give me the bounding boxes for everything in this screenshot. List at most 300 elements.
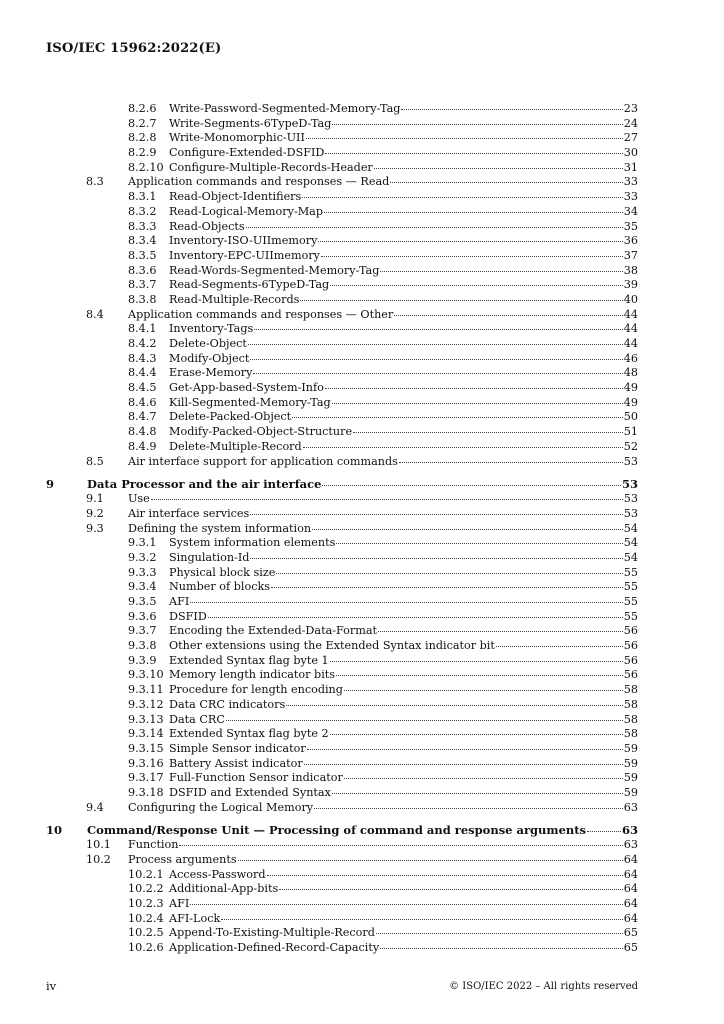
toc-entry[interactable] xyxy=(46,146,638,161)
toc-entry[interactable] xyxy=(46,322,638,337)
toc-entry-line xyxy=(169,234,638,249)
toc-entry[interactable] xyxy=(46,117,638,132)
toc-entry-line xyxy=(169,566,638,581)
toc-entry[interactable] xyxy=(46,838,638,853)
toc-entry-number: 8.3.5 xyxy=(128,248,157,262)
toc-entry-page[interactable]: 35 xyxy=(623,219,638,233)
toc-entry-title[interactable]: Configure-Extended-DSFID xyxy=(169,146,325,160)
toc-entry[interactable] xyxy=(46,912,638,927)
toc-entry-title[interactable]: Function xyxy=(128,838,179,852)
toc-entry-page[interactable]: 50 xyxy=(623,410,638,424)
toc-entry[interactable] xyxy=(46,853,638,868)
dot-leader xyxy=(374,167,623,169)
toc-entry-number: 10.1 xyxy=(86,838,111,852)
toc-entry[interactable] xyxy=(46,595,638,610)
toc-entry-page[interactable]: 27 xyxy=(623,131,638,145)
dot-leader xyxy=(238,859,623,861)
toc-entry-title[interactable]: Extended Syntax flag byte 2 xyxy=(169,727,329,741)
toc-entry-title[interactable]: Modify-Packed-Object-Structure xyxy=(169,425,353,439)
toc-entry-page[interactable]: 59 xyxy=(623,741,638,755)
toc-entry-line xyxy=(128,522,638,537)
toc-entry-title[interactable]: Defining the system information xyxy=(128,521,312,535)
toc-entry-number: 9.3.16 xyxy=(128,756,164,770)
dot-leader xyxy=(292,416,623,418)
toc-entry[interactable] xyxy=(46,801,638,816)
toc-entry-title[interactable]: Extended Syntax flag byte 1 xyxy=(169,653,329,667)
toc-entry-line xyxy=(169,926,638,941)
toc-entry[interactable] xyxy=(46,822,638,838)
toc-entry-number: 10.2.1 xyxy=(128,867,164,881)
toc-entry-line xyxy=(169,683,638,698)
toc-entry-page[interactable]: 39 xyxy=(623,278,638,292)
toc-entry-line xyxy=(169,551,638,566)
toc-entry[interactable] xyxy=(46,425,638,440)
toc-entry-title[interactable]: Air interface services xyxy=(128,506,250,520)
dot-leader xyxy=(318,240,622,242)
toc-entry[interactable] xyxy=(46,352,638,367)
toc-entry-page[interactable]: 44 xyxy=(623,322,638,336)
toc-entry-number: 8.3.3 xyxy=(128,219,157,233)
table-of-contents xyxy=(46,102,638,956)
toc-entry[interactable] xyxy=(46,410,638,425)
dot-leader xyxy=(300,299,622,301)
toc-entry-line xyxy=(169,536,638,551)
toc-entry-title[interactable]: DSFID xyxy=(169,609,207,623)
dot-leader xyxy=(286,704,623,706)
toc-entry-number: 8.4 xyxy=(86,307,104,321)
toc-entry-line xyxy=(169,425,638,440)
toc-entry-page[interactable]: 33 xyxy=(623,175,638,189)
toc-entry-page[interactable]: 33 xyxy=(623,190,638,204)
toc-entry-page[interactable]: 46 xyxy=(623,351,638,365)
toc-entry-page[interactable]: 56 xyxy=(623,639,638,653)
toc-entry-line xyxy=(169,352,638,367)
toc-entry-line xyxy=(169,624,638,639)
toc-entry-title[interactable]: Append-To-Existing-Multiple-Record xyxy=(169,926,375,940)
toc-entry-page[interactable]: 56 xyxy=(623,624,638,638)
dot-leader xyxy=(271,586,623,588)
toc-entry-number: 9.3.18 xyxy=(128,785,164,799)
toc-entry-title[interactable]: Process arguments xyxy=(128,853,237,866)
toc-entry-page[interactable]: 38 xyxy=(623,263,638,277)
toc-entry-title[interactable]: Battery Assist indicator xyxy=(169,756,303,770)
toc-entry[interactable] xyxy=(46,234,638,249)
toc-entry-page[interactable]: 53 xyxy=(623,492,638,506)
toc-entry-page[interactable]: 54 xyxy=(623,550,638,564)
toc-entry-title[interactable]: Delete-Multiple-Record xyxy=(169,439,302,453)
toc-entry[interactable] xyxy=(46,507,638,522)
toc-entry-title[interactable]: Access-Password xyxy=(169,867,266,881)
toc-entry-title[interactable]: Physical block size xyxy=(169,565,276,579)
toc-entry-line xyxy=(169,610,638,625)
toc-entry-title[interactable]: Delete-Object xyxy=(169,337,247,350)
toc-entry-page[interactable]: 59 xyxy=(623,771,638,785)
toc-entry-number: 9.3.9 xyxy=(128,653,157,667)
toc-entry-number: 10.2.3 xyxy=(128,897,164,911)
toc-entry-title[interactable]: Procedure for length encoding xyxy=(169,683,343,697)
dot-leader xyxy=(190,601,622,603)
toc-entry-number: 9.3 xyxy=(86,521,104,535)
toc-entry-page[interactable]: 44 xyxy=(623,337,638,350)
toc-entry[interactable] xyxy=(46,727,638,742)
toc-entry-number: 9.3.7 xyxy=(128,624,157,638)
toc-entry-number: 8.4.3 xyxy=(128,351,157,365)
dot-leader xyxy=(179,844,622,846)
toc-entry[interactable] xyxy=(46,249,638,264)
toc-entry-title[interactable]: Other extensions using the Extended Syntax indicator bit xyxy=(169,639,495,653)
toc-entry-line xyxy=(128,853,638,868)
toc-entry[interactable] xyxy=(46,381,638,396)
dot-leader xyxy=(380,947,623,949)
toc-entry-title[interactable]: Data CRC indicators xyxy=(169,697,286,711)
toc-entry-title[interactable]: DSFID and Extended Syntax xyxy=(169,785,331,799)
toc-entry-number: 9.4 xyxy=(86,800,104,814)
toc-entry[interactable] xyxy=(46,264,638,279)
toc-entry-page[interactable]: 53 xyxy=(623,506,638,520)
toc-entry-number: 8.3.2 xyxy=(128,204,157,218)
toc-entry[interactable] xyxy=(46,698,638,713)
toc-entry-line xyxy=(169,727,638,742)
toc-entry-title[interactable]: Encoding the Extended-Data-Format xyxy=(169,624,378,638)
toc-entry-page[interactable]: 31 xyxy=(623,160,638,174)
dot-leader xyxy=(587,830,621,832)
toc-entry-page[interactable]: 53 xyxy=(623,454,638,468)
toc-entry-number: 9.3.4 xyxy=(128,580,157,594)
dot-leader xyxy=(250,513,622,515)
toc-entry-number: 8.2.7 xyxy=(128,116,157,130)
toc-entry-number: 10 xyxy=(46,823,63,838)
toc-entry-title[interactable]: Write-Segments-6TypeD-Tag xyxy=(169,116,332,130)
dot-leader xyxy=(401,108,622,110)
toc-entry-title[interactable]: Erase-Memory xyxy=(169,366,253,380)
toc-entry-line xyxy=(169,337,638,352)
dot-leader xyxy=(332,792,623,794)
toc-entry-title[interactable]: Additional-App-bits xyxy=(169,882,279,896)
toc-entry-title[interactable]: Read-Multiple-Records xyxy=(169,292,300,306)
dot-leader xyxy=(302,196,622,198)
toc-entry[interactable] xyxy=(46,668,638,683)
toc-entry[interactable] xyxy=(46,941,638,956)
toc-entry-page[interactable]: 58 xyxy=(623,697,638,711)
toc-entry-page[interactable]: 37 xyxy=(623,248,638,262)
toc-entry-number: 9.3.8 xyxy=(128,639,157,653)
toc-entry-page[interactable]: 64 xyxy=(623,897,638,911)
toc-entry-line xyxy=(169,654,638,669)
toc-entry-page[interactable]: 64 xyxy=(623,882,638,896)
toc-entry-number: 8.3.4 xyxy=(128,234,157,248)
toc-entry-number: 8.4.4 xyxy=(128,366,157,380)
toc-entry-page[interactable]: 59 xyxy=(623,785,638,799)
toc-entry-title[interactable]: Data CRC xyxy=(169,712,225,726)
toc-entry-title[interactable]: Get-App-based-System-Info xyxy=(169,381,324,395)
toc-entry-page[interactable]: 65 xyxy=(623,941,638,955)
dot-leader xyxy=(246,226,623,228)
toc-entry-page[interactable]: 51 xyxy=(623,425,638,439)
toc-entry-number: 8.5 xyxy=(86,454,104,468)
dot-leader xyxy=(376,932,623,934)
toc-entry-title[interactable]: Application-Defined-Record-Capacity xyxy=(169,941,380,955)
toc-entry[interactable] xyxy=(46,713,638,728)
toc-entry-title[interactable]: Data Processor and the air interface xyxy=(87,477,322,492)
toc-entry[interactable] xyxy=(46,337,638,352)
toc-entry-line xyxy=(169,742,638,757)
toc-entry[interactable] xyxy=(46,926,638,941)
toc-entry-page[interactable]: 58 xyxy=(623,712,638,726)
dot-leader xyxy=(208,616,623,618)
toc-entry[interactable] xyxy=(46,102,638,117)
dot-leader xyxy=(276,572,622,574)
toc-entry[interactable] xyxy=(46,161,638,176)
toc-entry-number: 8.2.6 xyxy=(128,102,157,115)
toc-entry[interactable] xyxy=(46,190,638,205)
toc-entry-page[interactable]: 63 xyxy=(623,838,638,852)
toc-entry[interactable] xyxy=(46,308,638,323)
dot-leader xyxy=(325,387,623,389)
toc-entry-number: 10.2.5 xyxy=(128,926,164,940)
toc-entry-title[interactable]: Read-Words-Segmented-Memory-Tag xyxy=(169,263,380,277)
toc-entry[interactable] xyxy=(46,610,638,625)
toc-entry[interactable] xyxy=(46,786,638,801)
toc-entry-page[interactable]: 58 xyxy=(623,683,638,697)
toc-entry-page[interactable]: 24 xyxy=(623,116,638,130)
toc-entry-line xyxy=(169,771,638,786)
toc-entry-title[interactable]: Use xyxy=(128,492,150,506)
toc-entry-title[interactable]: AFI xyxy=(169,595,190,608)
toc-entry-number: 9.2 xyxy=(86,506,104,520)
toc-entry-number: 8.3.8 xyxy=(128,292,157,306)
dot-leader xyxy=(312,528,623,530)
toc-entry[interactable] xyxy=(46,580,638,595)
dot-leader xyxy=(330,733,623,735)
toc-entry-page[interactable]: 56 xyxy=(623,653,638,667)
toc-entry-title[interactable]: Kill-Segmented-Memory-Tag xyxy=(169,395,331,409)
toc-entry-number: 9 xyxy=(46,477,55,492)
toc-entry[interactable] xyxy=(46,654,638,669)
dot-leader xyxy=(330,660,623,662)
toc-entry-number: 9.1 xyxy=(86,492,104,506)
toc-entry-number: 10.2.2 xyxy=(128,882,164,896)
dot-leader xyxy=(250,557,622,559)
dot-leader xyxy=(399,461,623,463)
toc-entry-line xyxy=(169,117,638,132)
toc-entry[interactable] xyxy=(46,205,638,220)
dot-leader xyxy=(254,328,623,330)
toc-entry-title[interactable]: Configure-Multiple-Records-Header xyxy=(169,160,373,174)
toc-entry[interactable] xyxy=(46,639,638,654)
toc-entry-number: 9.3.10 xyxy=(128,668,164,682)
toc-entry-number: 8.4.1 xyxy=(128,322,157,336)
toc-entry-number: 8.4.6 xyxy=(128,395,157,409)
toc-entry-number: 9.3.3 xyxy=(128,565,157,579)
toc-entry-line xyxy=(169,220,638,235)
toc-entry[interactable] xyxy=(46,220,638,235)
toc-entry-line xyxy=(169,205,638,220)
toc-entry-number: 8.4.8 xyxy=(128,425,157,439)
dot-leader xyxy=(330,284,623,286)
toc-entry[interactable] xyxy=(46,293,638,308)
toc-entry-title[interactable]: Write-Password-Segmented-Memory-Tag xyxy=(169,102,401,115)
dot-leader xyxy=(226,719,623,721)
toc-entry-line xyxy=(169,190,638,205)
toc-entry[interactable] xyxy=(46,624,638,639)
toc-entry-title[interactable]: Singulation-Id xyxy=(169,550,250,564)
toc-entry[interactable] xyxy=(46,897,638,912)
toc-entry-title[interactable]: AFI-Lock xyxy=(169,911,221,925)
toc-entry-page[interactable]: 54 xyxy=(623,521,638,535)
dot-leader xyxy=(390,181,622,183)
toc-entry-title[interactable]: Delete-Packed-Object xyxy=(169,410,292,424)
toc-entry[interactable] xyxy=(46,551,638,566)
toc-entry[interactable] xyxy=(46,742,638,757)
toc-entry-number: 8.3.1 xyxy=(128,190,157,204)
toc-entry-title[interactable]: Configuring the Logical Memory xyxy=(128,800,314,814)
toc-entry[interactable] xyxy=(46,366,638,381)
toc-entry-page[interactable]: 58 xyxy=(623,727,638,741)
toc-entry-title[interactable]: Read-Object-Identifiers xyxy=(169,190,302,204)
toc-entry-page[interactable]: 63 xyxy=(623,800,638,814)
toc-entry-title[interactable]: Inventory-Tags xyxy=(169,322,254,336)
toc-entry[interactable] xyxy=(46,278,638,293)
dot-leader xyxy=(332,402,623,404)
toc-entry-title[interactable]: Read-Logical-Memory-Map xyxy=(169,204,324,218)
toc-entry-title[interactable]: Memory length indicator bits xyxy=(169,668,336,682)
toc-entry-line xyxy=(128,838,638,853)
toc-entry-title[interactable]: Inventory-EPC-UIImemory xyxy=(169,248,320,262)
toc-entry-line xyxy=(169,941,638,956)
toc-entry[interactable] xyxy=(46,175,638,190)
toc-entry-number: 9.3.5 xyxy=(128,595,157,608)
toc-entry-title[interactable]: Modify-Object xyxy=(169,351,250,365)
toc-entry-page[interactable]: 40 xyxy=(623,292,638,306)
toc-entry[interactable] xyxy=(46,683,638,698)
toc-entry-page[interactable]: 49 xyxy=(623,395,638,409)
toc-entry-number: 10.2.6 xyxy=(128,941,164,955)
toc-entry-number: 9.3.14 xyxy=(128,727,164,741)
toc-entry-number: 9.3.13 xyxy=(128,712,164,726)
toc-entry-number: 8.4.5 xyxy=(128,381,157,395)
toc-entry-page[interactable]: 65 xyxy=(623,926,638,940)
toc-entry-line xyxy=(128,507,638,522)
toc-entry-number: 8.4.7 xyxy=(128,410,157,424)
toc-entry-line xyxy=(169,293,638,308)
toc-entry[interactable] xyxy=(46,771,638,786)
toc-entry[interactable] xyxy=(46,396,638,411)
dot-leader xyxy=(380,270,622,272)
dot-leader xyxy=(248,343,623,345)
toc-entry[interactable] xyxy=(46,868,638,883)
toc-entry[interactable] xyxy=(46,476,638,492)
toc-entry-page[interactable]: 52 xyxy=(623,439,638,453)
toc-entry[interactable] xyxy=(46,440,638,455)
toc-entry[interactable] xyxy=(46,131,638,146)
toc-entry-page[interactable]: 48 xyxy=(623,366,638,380)
document-header: ISO/IEC 15962:2022(E) xyxy=(46,41,222,56)
toc-entry[interactable] xyxy=(46,522,638,537)
toc-entry-page[interactable]: 49 xyxy=(623,381,638,395)
toc-entry-page[interactable]: 54 xyxy=(623,536,638,550)
toc-entry-title[interactable]: Write-Monomorphic-UII xyxy=(169,131,305,145)
toc-entry-title[interactable]: AFI xyxy=(169,897,190,911)
toc-entry[interactable] xyxy=(46,536,638,551)
toc-entry-number: 9.3.17 xyxy=(128,771,164,785)
toc-entry-page[interactable]: 55 xyxy=(623,580,638,594)
toc-entry-number: 10.2 xyxy=(86,853,111,866)
dot-leader xyxy=(279,888,623,890)
toc-entry-page[interactable]: 23 xyxy=(623,102,638,115)
toc-entry-page[interactable]: 55 xyxy=(623,565,638,579)
dot-leader xyxy=(336,674,623,676)
toc-entry-page[interactable]: 64 xyxy=(623,867,638,881)
toc-entry-line xyxy=(169,322,638,337)
toc-entry-page[interactable]: 44 xyxy=(623,307,638,321)
toc-entry-title[interactable]: Full-Function Sensor indicator xyxy=(169,771,343,785)
dot-leader xyxy=(332,123,622,125)
toc-entry-page[interactable]: 34 xyxy=(623,204,638,218)
toc-entry-page[interactable]: 53 xyxy=(621,477,638,492)
toc-entry-title[interactable]: Air interface support for application commands xyxy=(128,454,398,468)
toc-entry-line xyxy=(169,786,638,801)
toc-entry-title[interactable]: Inventory-ISO-UIImemory xyxy=(169,234,318,248)
toc-entry-line xyxy=(169,440,638,455)
toc-entry-number: 9.3.11 xyxy=(128,683,164,697)
toc-entry-line xyxy=(169,410,638,425)
toc-entry-number: 9.3.12 xyxy=(128,697,164,711)
toc-entry-title[interactable]: Command/Response Unit — Processing of command and response arguments xyxy=(87,823,587,838)
toc-entry[interactable] xyxy=(46,882,638,897)
dot-leader xyxy=(321,255,623,257)
dot-leader xyxy=(325,152,622,154)
dot-leader xyxy=(336,542,622,544)
dot-leader xyxy=(314,807,623,809)
toc-entry-page[interactable]: 36 xyxy=(623,234,638,248)
toc-entry-page[interactable]: 64 xyxy=(623,853,638,866)
toc-entry-title[interactable]: Number of blocks xyxy=(169,580,270,594)
toc-entry-page[interactable]: 59 xyxy=(623,756,638,770)
toc-entry-title[interactable]: Read-Objects xyxy=(169,219,245,233)
toc-entry-title[interactable]: Application commands and responses — Other xyxy=(128,307,394,321)
toc-entry-line xyxy=(169,381,638,396)
toc-entry-title[interactable]: Simple Sensor indicator xyxy=(169,741,306,755)
dot-leader xyxy=(190,903,622,905)
toc-entry-number: 8.2.10 xyxy=(128,160,164,174)
dot-leader xyxy=(253,372,622,374)
dot-leader xyxy=(221,918,622,920)
toc-entry-page[interactable]: 55 xyxy=(623,595,638,608)
toc-entry-page[interactable]: 55 xyxy=(623,609,638,623)
toc-entry-line xyxy=(169,278,638,293)
toc-entry-line xyxy=(169,668,638,683)
toc-entry[interactable] xyxy=(46,455,638,470)
dot-leader xyxy=(307,748,623,750)
toc-entry-line xyxy=(169,102,638,117)
toc-entry[interactable] xyxy=(46,757,638,772)
copyright-notice: © ISO/IEC 2022 – All rights reserved xyxy=(449,981,638,992)
toc-entry-line xyxy=(87,822,638,838)
toc-entry[interactable] xyxy=(46,566,638,581)
toc-entry[interactable] xyxy=(46,492,638,507)
toc-entry-page[interactable]: 56 xyxy=(623,668,638,682)
toc-entry-line xyxy=(169,639,638,654)
toc-entry-page[interactable]: 30 xyxy=(623,146,638,160)
dot-leader xyxy=(344,777,623,779)
toc-entry-title[interactable]: Application commands and responses — Read xyxy=(128,175,390,189)
toc-entry-title[interactable]: Read-Segments-6TypeD-Tag xyxy=(169,278,330,292)
toc-entry-page[interactable]: 64 xyxy=(623,911,638,925)
toc-entry-page[interactable]: 63 xyxy=(621,823,638,838)
toc-entry-title[interactable]: System information elements xyxy=(169,536,336,550)
toc-entry-line xyxy=(169,366,638,381)
dot-leader xyxy=(267,874,623,876)
